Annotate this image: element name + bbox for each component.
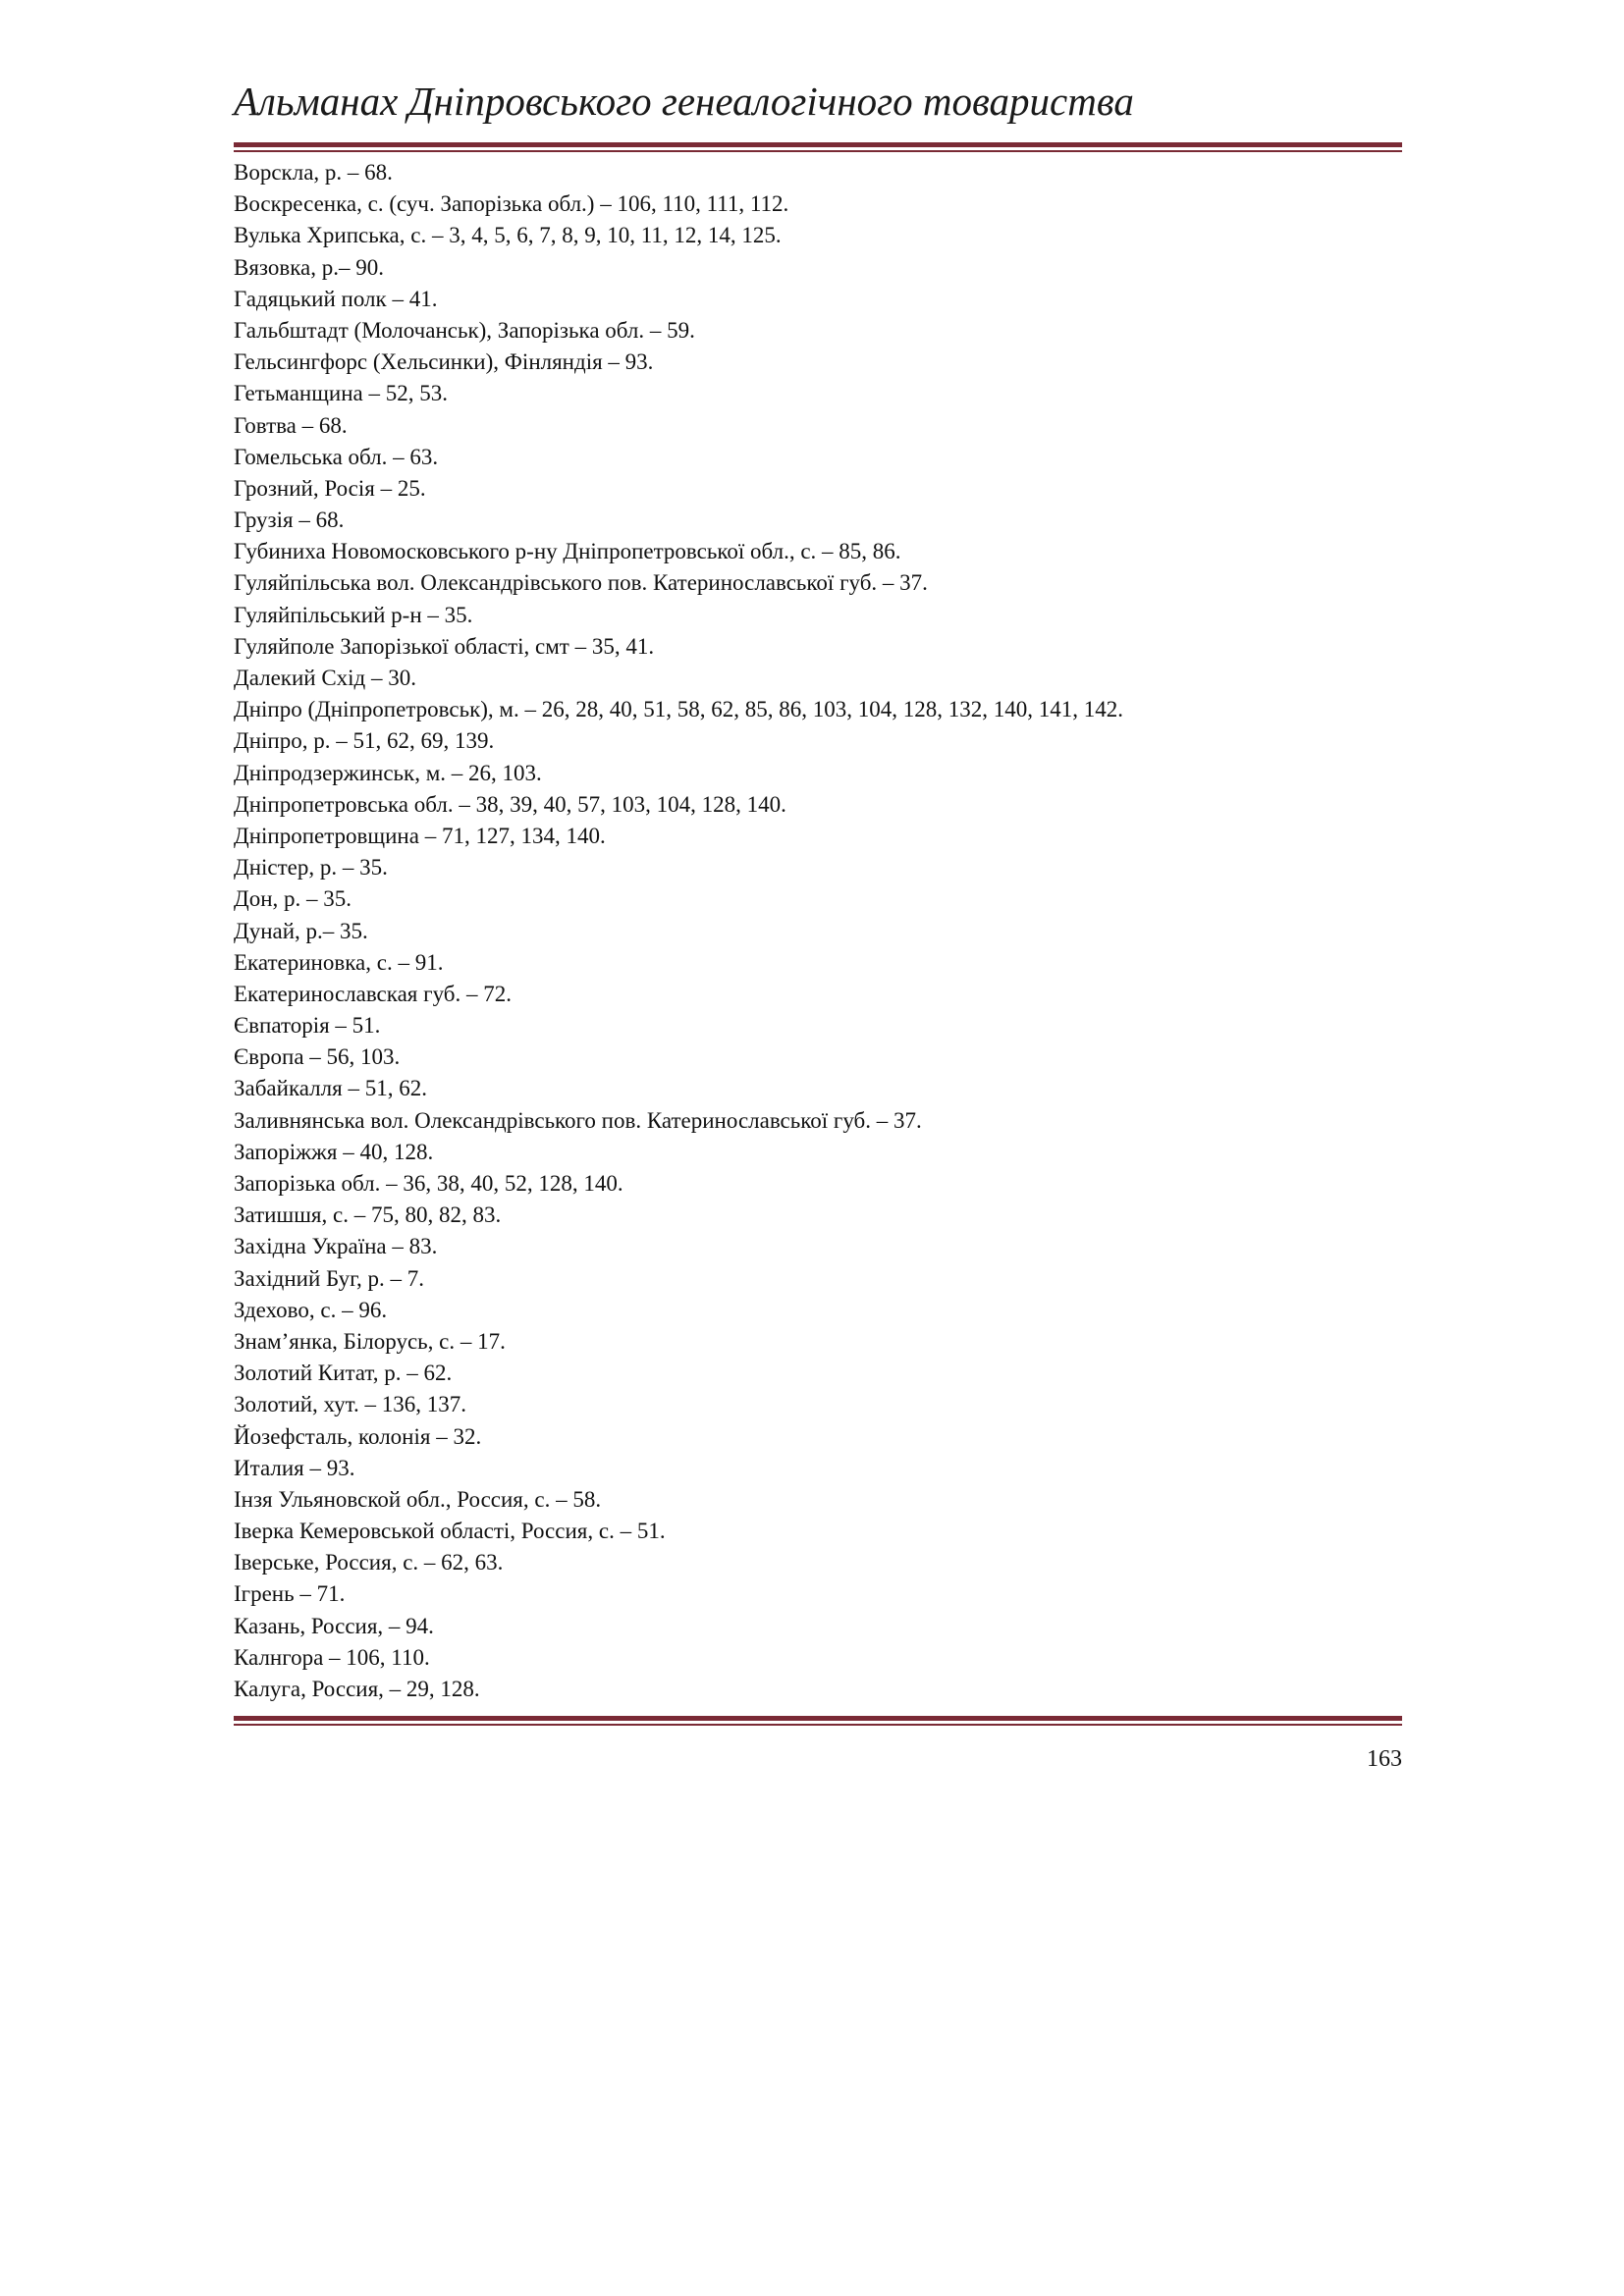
index-entry: Європа – 56, 103. xyxy=(234,1044,401,1070)
index-entry: Йозефсталь, колонія – 32. xyxy=(234,1423,482,1449)
header-divider xyxy=(234,142,1402,152)
index-entry: Забайкалля – 51, 62. xyxy=(234,1076,427,1101)
index-entry: Екатериновка, с. – 91. xyxy=(234,949,444,975)
index-entry: Гельсингфорс (Хельсинки), Фінляндія – 93. xyxy=(234,349,654,375)
page-header xyxy=(234,77,1402,135)
index-entry: Гуляйпільська вол. Олександрівського пов. Катеринославської губ. – 37. xyxy=(234,570,928,596)
index-entry: Інзя Ульяновской обл., Россия, с. – 58. xyxy=(234,1486,602,1512)
index-entry: Запоріжжя – 40, 128. xyxy=(234,1139,434,1164)
index-entry: Вулька Хрипська, с. – 3, 4, 5, 6, 7, 8, 9, 10, 11, 12, 14, 125. xyxy=(234,223,782,248)
index-entry: Грузія – 68. xyxy=(234,507,345,533)
index-entry: Грозний, Росія – 25. xyxy=(234,475,426,501)
index-entry: Гуляйполе Запорізької області, смт – 35, 41. xyxy=(234,633,655,659)
index-entry: Гуляйпільський р-н – 35. xyxy=(234,602,473,627)
geographic-index-list xyxy=(234,157,1402,1705)
index-entry: Воскресенка, с. (суч. Запорізька обл.) – 106, 110, 111, 112. xyxy=(234,191,789,217)
running-header-title: Альманах Дніпровського генеалогічного товариства xyxy=(234,79,1134,124)
index-entry: Вязовка, р.– 90. xyxy=(234,254,385,280)
index-entry: Запорізька обл. – 36, 38, 40, 52, 128, 140. xyxy=(234,1171,623,1196)
index-entry: Західна Україна – 83. xyxy=(234,1234,438,1259)
index-entry: Екатеринославская губ. – 72. xyxy=(234,981,512,1006)
index-entry: Дніпропетровська обл. – 38, 39, 40, 57, 103, 104, 128, 140. xyxy=(234,791,786,817)
index-entry: Калуга, Россия, – 29, 128. xyxy=(234,1677,480,1701)
index-entry: Золотий, хут. – 136, 137. xyxy=(234,1392,467,1417)
index-entry: Гетьманщина – 52, 53. xyxy=(234,381,448,406)
index-entry: Италия – 93. xyxy=(234,1455,355,1480)
index-entry: Золотий Китат, р. – 62. xyxy=(234,1361,453,1386)
index-entry: Заливнянська вол. Олександрівського пов. Катеринославської губ. – 37. xyxy=(234,1107,922,1133)
index-entry: Знам’янка, Білорусь, с. – 17. xyxy=(234,1328,506,1354)
index-entry: Дніпропетровщина – 71, 127, 134, 140. xyxy=(234,823,606,848)
index-entry: Казань, Россия, – 94. xyxy=(234,1613,434,1638)
index-entry: Гальбштадт (Молочанськ), Запорізька обл. – 59. xyxy=(234,317,695,343)
index-entry: Гадяцький полк – 41. xyxy=(234,286,438,311)
index-entry: Дніпро, р. – 51, 62, 69, 139. xyxy=(234,728,495,754)
index-entry: Іверка Кемеровськой області, Россия, с. – 51. xyxy=(234,1519,666,1544)
index-entry: Здехово, с. – 96. xyxy=(234,1297,388,1322)
footer-divider-thick-line xyxy=(234,1716,1402,1721)
index-entry: Дніпро (Дніпропетровськ), м. – 26, 28, 40, 51, 58, 62, 85, 86, 103, 104, 128, 132, 140, 141, 142. xyxy=(234,697,1123,722)
index-entry: Затишшя, с. – 75, 80, 82, 83. xyxy=(234,1202,502,1228)
index-entry: Іверське, Россия, с. – 62, 63. xyxy=(234,1550,504,1575)
footer-divider xyxy=(234,1716,1402,1726)
header-divider-thick-line xyxy=(234,142,1402,147)
index-entry: Говтва – 68. xyxy=(234,412,348,438)
header-divider-thin-line xyxy=(234,150,1402,152)
index-entry: Далекий Схід – 30. xyxy=(234,666,417,690)
index-entry: Гомельська обл. – 63. xyxy=(234,444,439,469)
index-entry: Дон, р. – 35. xyxy=(234,886,352,912)
index-entry: Дунай, р.– 35. xyxy=(234,918,368,943)
index-entry: Калнгора – 106, 110. xyxy=(234,1644,430,1670)
index-entry: Губиниха Новомосковського р-ну Дніпропетровської обл., с. – 85, 86. xyxy=(234,539,901,564)
page-number: 163 xyxy=(1367,1746,1402,1772)
index-entry: Євпаторія – 51. xyxy=(234,1013,381,1039)
footer-divider-thin-line xyxy=(234,1724,1402,1726)
index-entry: Ігрень – 71. xyxy=(234,1581,346,1607)
index-entry: Дніпродзержинськ, м. – 26, 103. xyxy=(234,760,542,785)
index-entry: Дністер, р. – 35. xyxy=(234,855,388,881)
index-entry: Західний Буг, р. – 7. xyxy=(234,1265,424,1291)
index-entry: Ворскла, р. – 68. xyxy=(234,160,393,185)
